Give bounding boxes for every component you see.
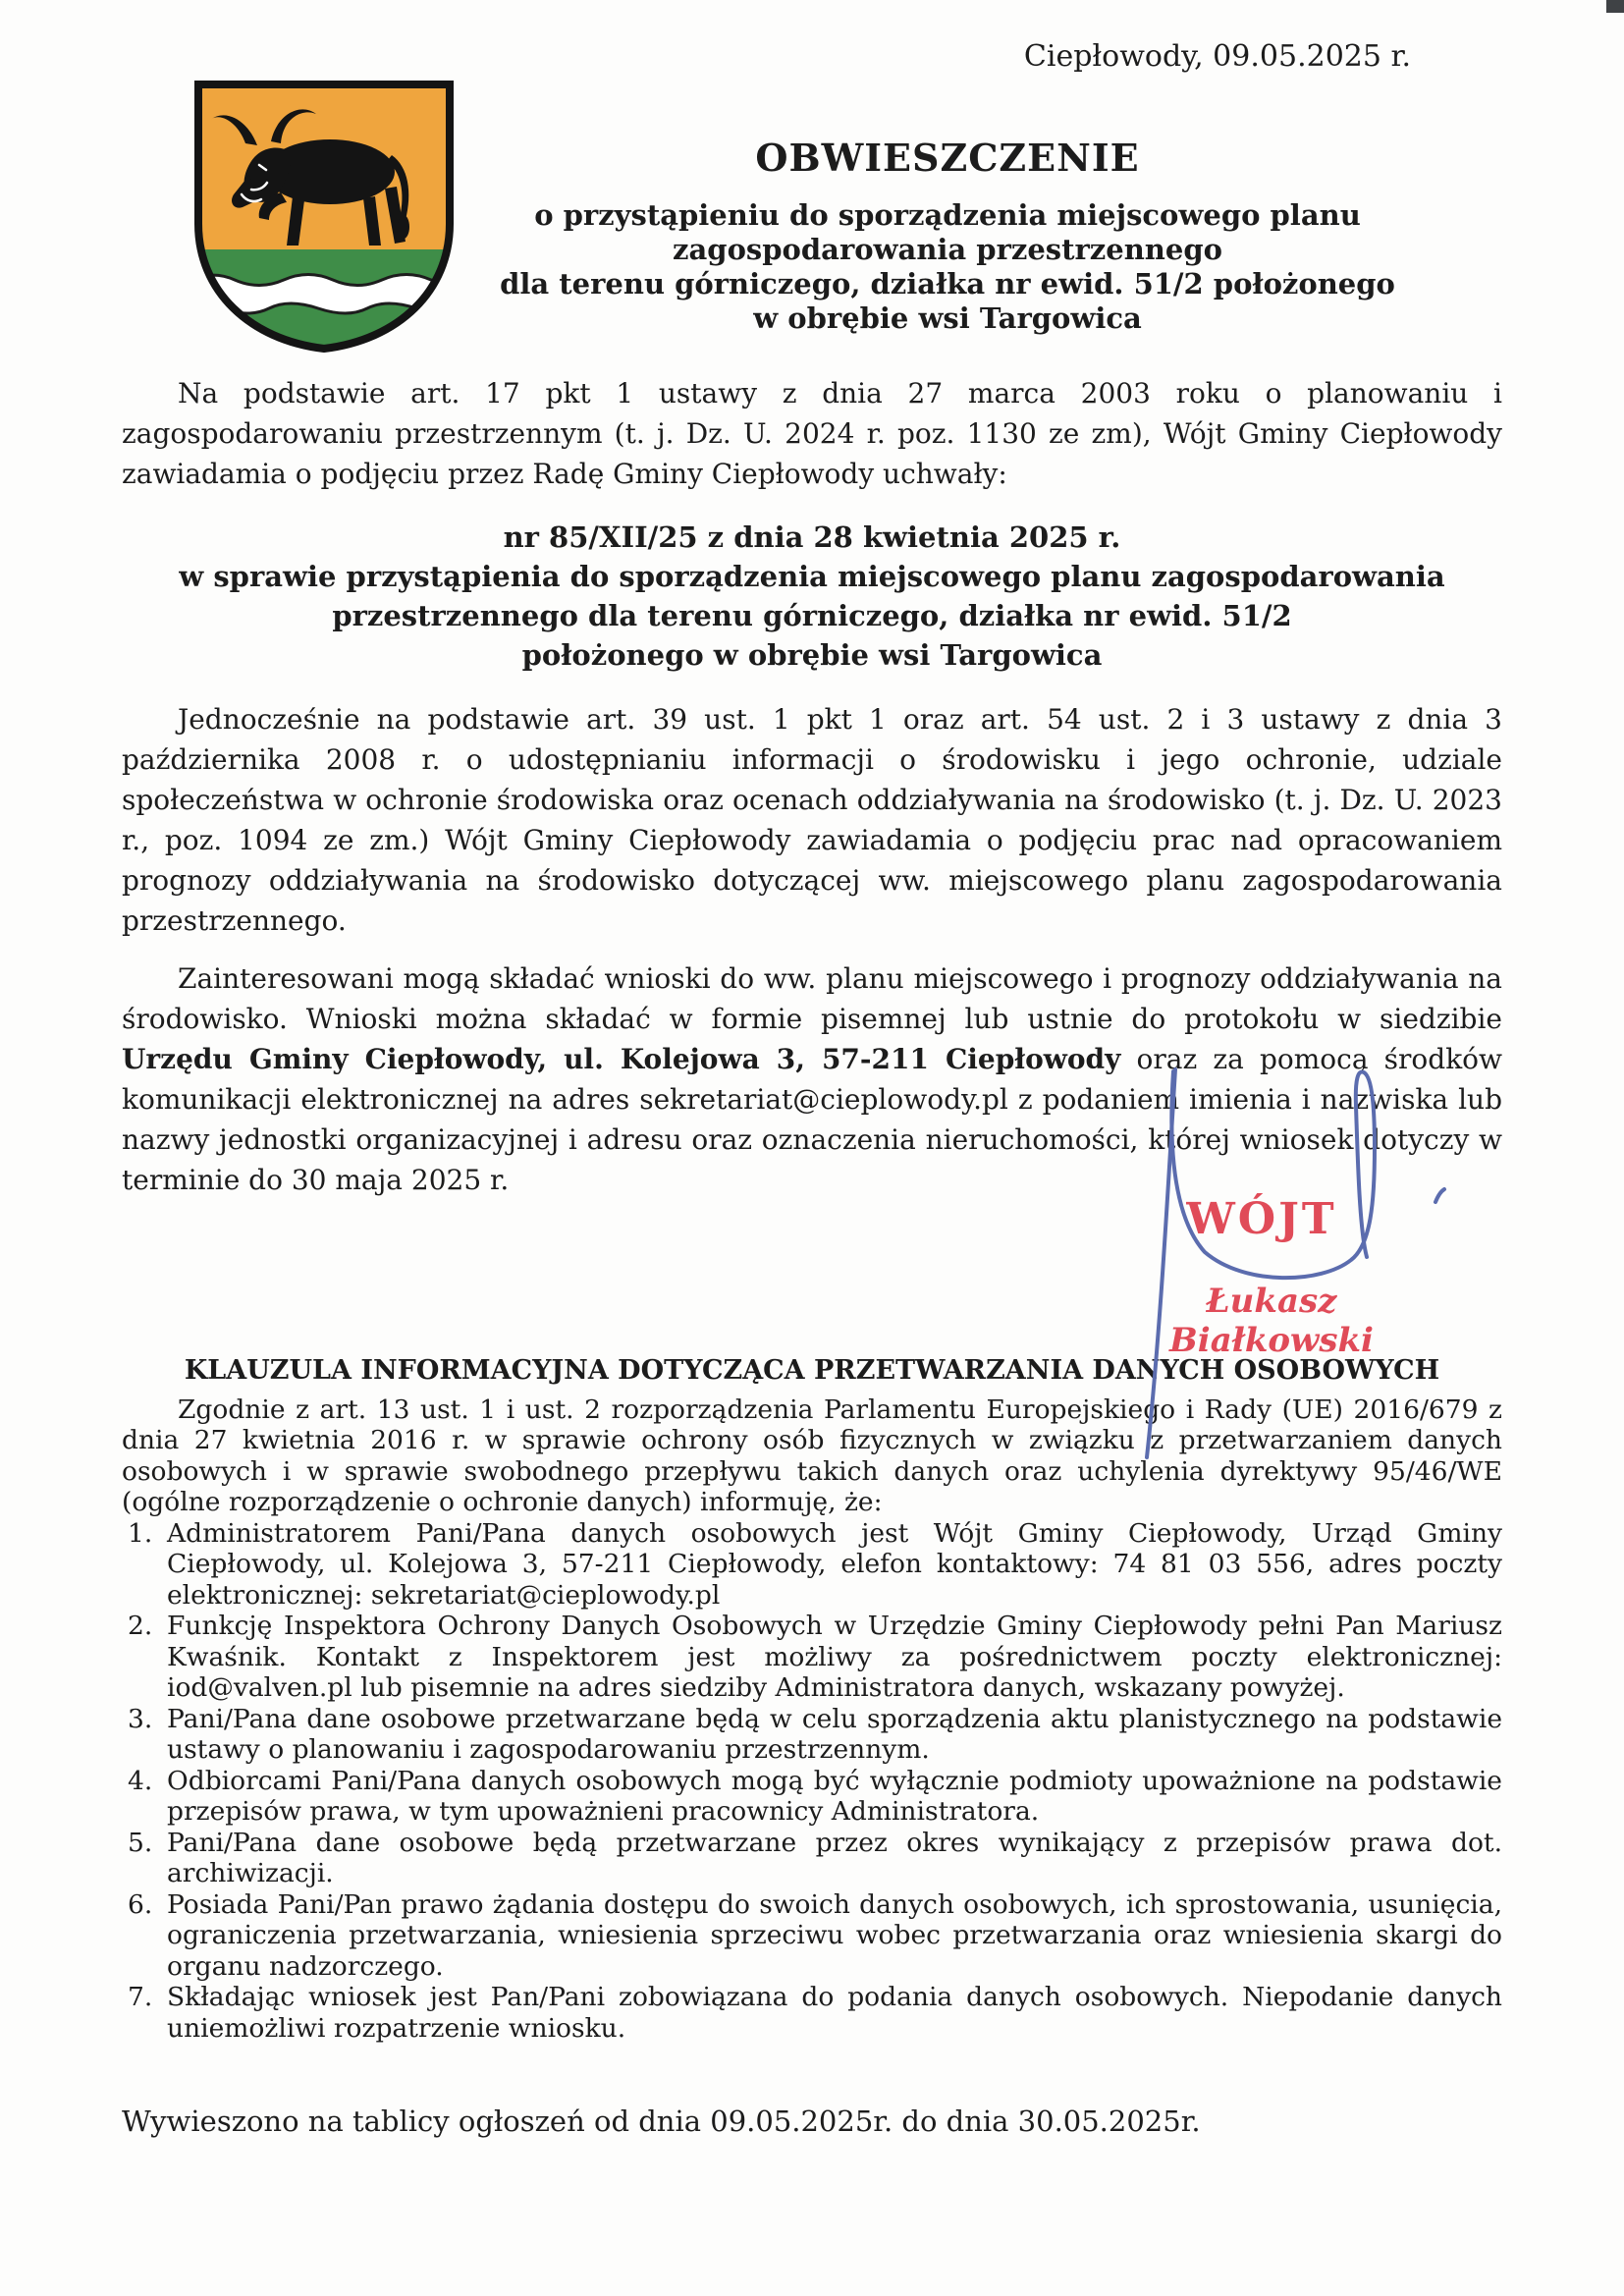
gdpr-item-7: Składając wniosek jest Pan/Pani zobowiązana do podania danych osobowych. Niepodanie danych uniemożliwi rozpatrzenie wniosku. (167, 1982, 1502, 2044)
resolution-line: położonego w obrębie wsi Targowica (521, 638, 1103, 672)
document-dateline: Ciepłowody, 09.05.2025 r. (1023, 39, 1412, 74)
resolution-reference (122, 518, 1502, 675)
gdpr-item-4: Odbiorcami Pani/Pana danych osobowych mogą być wyłącznie podmioty upoważnione na podstawie przepisów prawa, w tym upoważnieni pracownicy Administratora. (167, 1765, 1502, 1827)
paragraph-environment-notice: Jednocześnie na podstawie art. 39 ust. 1 pkt 1 oraz art. 54 ust. 2 i 3 ustawy z dnia 3 października 2008 r. o udostępnianiu informacji o środowisku i jego ochronie, udziale społeczeństwa w ochronie środowiska oraz ocenach oddziaływania na środowisko (t. j. Dz. U. 2023 r., poz. 1094 ze zm.) Wójt Gminy Ciepłowody zawiadamia o podjęciu prac nad opracowaniem prognozy oddziaływania na środowisko dotyczącej ww. miejscowego planu zagospodarowania przestrzennego. (122, 703, 1502, 937)
resolution-line: nr 85/XII/25 z dnia 28 kwietnia 2025 r. (503, 520, 1121, 554)
submission-text-pre: Zainteresowani mogą składać wnioski do ww. planu miejscowego i prognozy oddziaływania na środowisko. Wnioski można składać w formie pisemnej lub ustnie do protokołu w siedzibie (122, 962, 1502, 1035)
mayor-role-stamp: WÓJT (1186, 1194, 1337, 1244)
scan-artifact (1606, 0, 1624, 13)
coat-of-arms-icon (190, 77, 458, 356)
resolution-line: przestrzennego dla terenu górniczego, działka nr ewid. 51/2 (332, 599, 1292, 632)
subtitle-line: zagospodarowania przestrzennego (673, 233, 1222, 266)
gdpr-intro: Zgodnie z art. 13 ust. 1 i ust. 2 rozporządzenia Parlamentu Europejskiego i Rady (UE) 2016/679 z dnia 27 kwietnia 2016 r. w sprawie ochrony osób fizycznych w związku z przetwarzaniem danych osobowych i w sprawie swobodnego przepływu takich danych oraz uchylenia dyrektywy 95/46/WE (ogólne rozporządzenie o ochronie danych) informuję, że: (122, 1394, 1502, 1517)
gdpr-item-1: Administratorem Pani/Pana danych osobowych jest Wójt Gminy Ciepłowody, Urząd Gminy Ciepłowody, ul. Kolejowa 3, 57-211 Ciepłowody, elefon kontaktowy: 74 81 03 556, adres poczty elektronicznej: sekretariat@cieplowody.pl (167, 1517, 1502, 1611)
subtitle-line: o przystąpieniu do sporządzenia miejscowego planu (534, 198, 1361, 232)
gdpr-item-2: Funkcję Inspektora Ochrony Danych Osobowych w Urzędzie Gminy Ciepłowody pełni Pan Mariusz Kwaśnik. Kontakt z Inspektorem jest możliwy za pośrednictwem poczty elektronicznej: iod@valven.pl lub pisemnie na adres siedziby Administratora danych, wskazany powyżej. (167, 1611, 1502, 1703)
gdpr-heading: KLAUZULA INFORMACYJNA DOTYCZĄCA PRZETWARZANIA DANYCH OSOBOWYCH (184, 1355, 1440, 1386)
document-subtitle (422, 198, 1473, 336)
office-address-bold: Urzędu Gminy Ciepłowody, ul. Kolejowa 3, 57-211 Ciepłowody (122, 1043, 1121, 1075)
subtitle-line: dla terenu górniczego, działka nr ewid. 51/2 położonego (500, 267, 1395, 301)
gdpr-clause-section (122, 1355, 1502, 2044)
subtitle-line: w obrębie wsi Targowica (753, 301, 1142, 335)
gdpr-item-3: Pani/Pana dane osobowe przetwarzane będą w celu sporządzenia aktu planistycznego na podstawie ustawy o planowaniu i zagospodarowaniu przestrzennym. (167, 1703, 1502, 1765)
submission-text-post: oraz za pomocą środków komunikacji elektronicznej na adres sekretariat@cieplowody.pl z podaniem imienia i nazwiska lub nazwy jednostki organizacyjnej i adresu oraz oznaczenia nieruchomości, której wniosek dotyczy w terminie do 30 maja 2025 r. (122, 1043, 1502, 1196)
resolution-line: w sprawie przystąpienia do sporządzenia miejscowego planu zagospodarowania (179, 560, 1445, 593)
mayor-name-stamp: Łukasz Białkowski (1169, 1282, 1374, 1360)
gdpr-list (122, 1518, 1502, 2045)
gdpr-item-5: Pani/Pana dane osobowe będą przetwarzane przez okres wynikający z przepisów prawa dot. archiwizacji. (167, 1827, 1502, 1888)
document-title: OBWIESZCZENIE (755, 136, 1140, 180)
paragraph-legal-basis: Na podstawie art. 17 pkt 1 ustawy z dnia 27 marca 2003 roku o planowaniu i zagospodarowaniu przestrzennym (t. j. Dz. U. 2024 r. poz. 1130 ze zm), Wójt Gminy Ciepłowody zawiadamia o podjęciu przez Radę Gminy Ciepłowody uchwały: (122, 377, 1502, 490)
gdpr-item-6: Posiada Pani/Pan prawo żądania dostępu do swoich danych osobowych, ich sprostowania, usunięcia, ograniczenia przetwarzania, wniesienia sprzeciwu wobec przetwarzania oraz wniesienia skargi do organu nadzorczego. (167, 1888, 1502, 1982)
posting-period-note: Wywieszono na tablicy ogłoszeń od dnia 09.05.2025r. do dnia 30.05.2025r. (122, 2105, 1201, 2138)
paragraph-submission-info (122, 958, 1502, 1200)
